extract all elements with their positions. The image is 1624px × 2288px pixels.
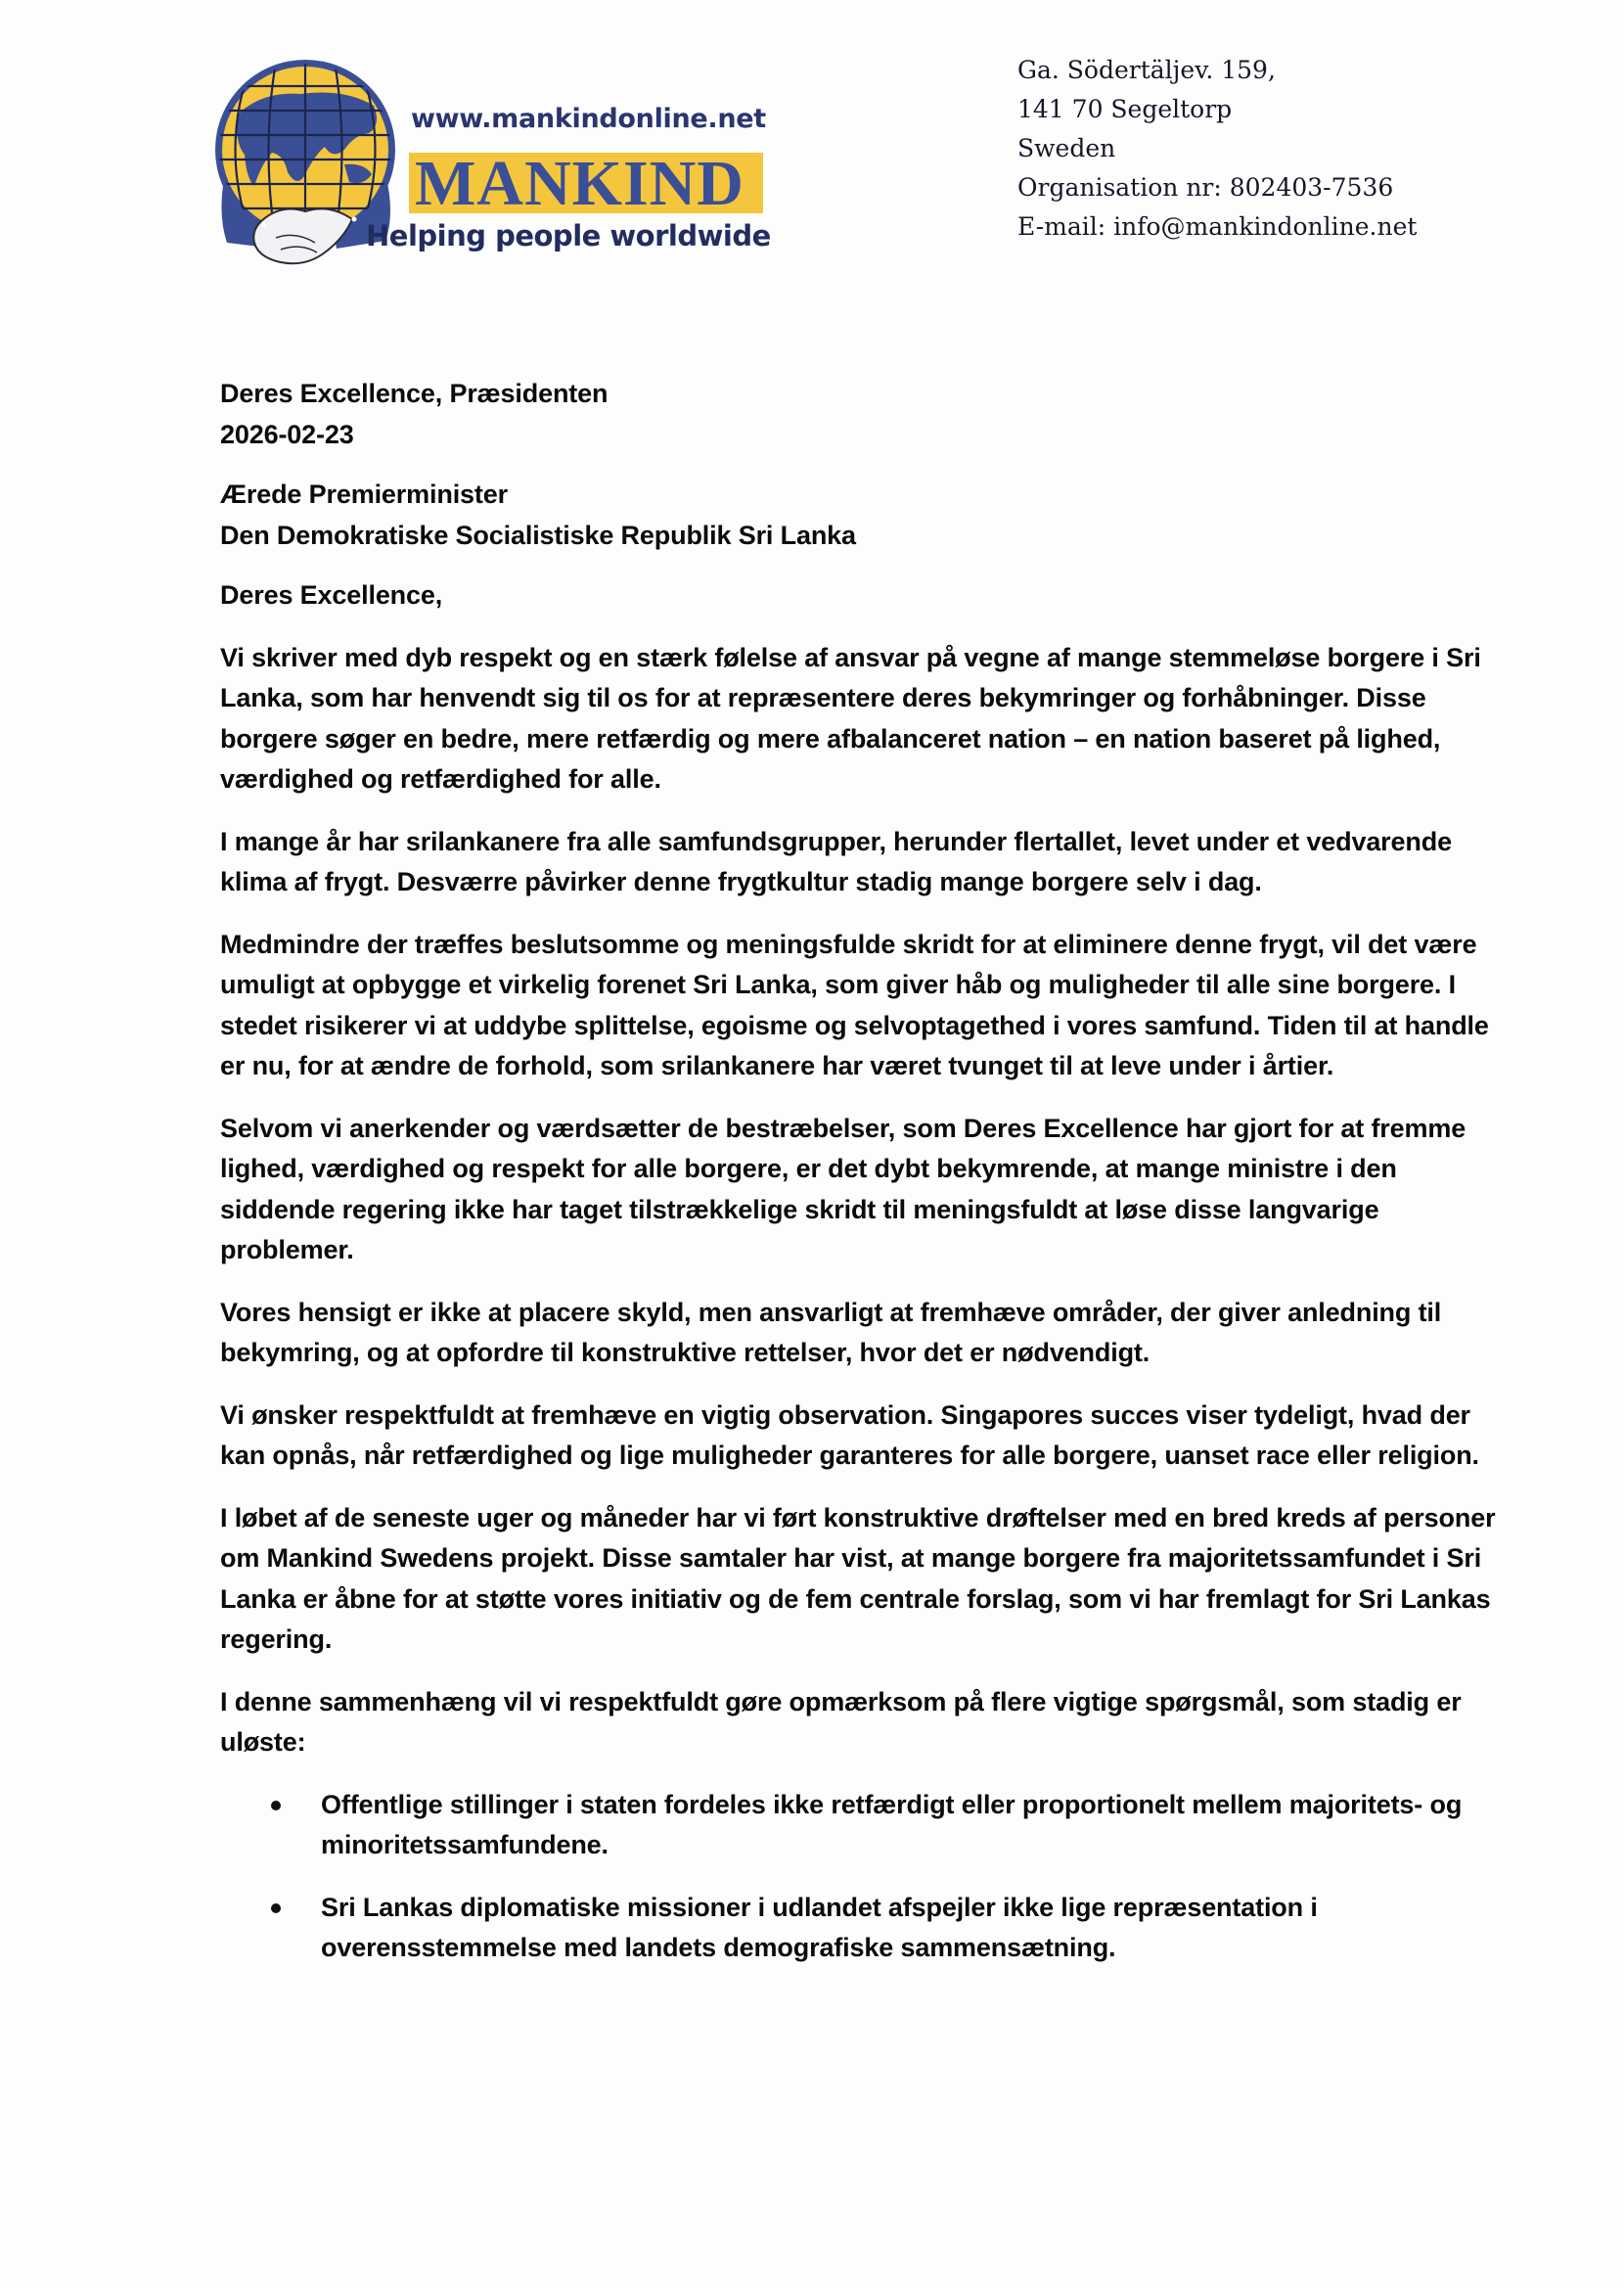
list-item [220, 1785, 1511, 1866]
address-org-number: Organisation nr: 802403-7536 [1017, 173, 1394, 202]
recipient-line: Deres Excellence, Præsidenten [220, 379, 609, 408]
letter-date: 2026-02-23 [220, 419, 354, 449]
paragraph: Vi ønsker respektfuldt at fremhæve en vigtig observation. Singapores succes viser tydeligt, hvad der kan opnås, når retfærdighed og lige muligheder garanteres for alle borgere, uanset race eller religion. [220, 1399, 1479, 1470]
recipient-block-1 [220, 374, 1511, 455]
address-country: Sweden [1017, 134, 1116, 162]
list-item-text: Offentlige stillinger i staten fordeles ikke retfærdigt eller proportionelt mellem majoritets- og minoritetssamfundene. [321, 1789, 1463, 1859]
paragraph: Medmindre der træffes beslutsomme og meningsfulde skridt for at eliminere denne frygt, vil det være umuligt at opbygge et virkelig forenet Sri Lanka, som giver håb og muligheder til alle sine borgere. I stedet risikerer vi at uddybe splittelse, egoisme og selvoptagethed i vores samfund. Tiden til at handle er nu, for at ændre de forhold, som srilankanere har været tvunget til at leve under i årtier. [220, 929, 1489, 1080]
recipient-country: Den Demokratiske Socialistiske Republik Sri Lanka [220, 520, 856, 550]
paragraph: I mange år har srilankanere fra alle samfundsgrupper, herunder flertallet, levet under et vedvarende klima af frygt. Desværre påvirker denne frygtkultur stadig mange borgere selv i dag. [220, 826, 1452, 896]
bullet-icon [271, 1801, 281, 1810]
sender-address [1017, 51, 1417, 247]
paragraph: I løbet af de seneste uger og måneder har vi ført konstruktive drøftelser med en bred kreds af personer om Mankind Swedens projekt. Disse samtaler har vist, at mange borgere fra majoritetssamfundet i Sri Lanka er åbne for at støtte vores initiativ og de fem centrale forslag, som vi har fremlagt for Sri Lankas regering. [220, 1502, 1496, 1654]
paragraph: Vores hensigt er ikke at placere skyld, men ansvarligt at fremhæve områder, der giver anledning til bekymring, og at opfordre til konstruktive rettelser, hvor det er nødvendigt. [220, 1297, 1442, 1367]
letter-body [220, 374, 1511, 1991]
bullet-icon [271, 1903, 281, 1913]
paragraph: Vi skriver med dyb respekt og en stærk følelse af ansvar på vegne af mange stemmeløse borgere i Sri Lanka, som har henvendt sig til os for at repræsentere deres bekymringer og forhåbninger. Disse borgere søger en bedre, mere retfærdig og mere afbalanceret nation – en nation baseret på lighed, værdighed og retfærdighed for alle. [220, 642, 1481, 794]
logo-name: MANKIND [415, 148, 744, 219]
logo-website-url: www.mankindonline.net [411, 104, 766, 134]
list-item-text: Sri Lankas diplomatiske missioner i udlandet afspejler ikke lige repræsentation i overensstemmelse med landets demografiske sammensætning. [321, 1892, 1318, 1962]
paragraph: Selvom vi anerkender og værdsætter de bestræbelser, som Deres Excellence har gjort for at fremme lighed, værdighed og respekt for alle borgere, er det dybt bekymrende, at mange ministre i den siddende regering ikke har taget tilstrækkelige skridt til meningsfuldt at løse disse langvarige problemer. [220, 1113, 1466, 1264]
address-street: Ga. Södertäljev. 159, [1017, 56, 1276, 84]
paragraph: I denne sammenhæng vil vi respektfuldt gøre opmærksom på flere vigtige spørgsmål, som stadig er uløste: [220, 1686, 1462, 1757]
list-item [220, 1888, 1511, 1969]
recipient-title: Ærede Premierminister [220, 480, 508, 509]
issues-list [220, 1785, 1511, 1969]
address-postal: 141 70 Segeltorp [1017, 95, 1233, 123]
logo-tagline: Helping people worldwide [366, 219, 771, 252]
recipient-block-2 [220, 475, 1511, 556]
salutation: Deres Excellence, [220, 580, 443, 610]
mankind-logo [207, 57, 775, 277]
address-email: E-mail: info@mankindonline.net [1017, 212, 1418, 241]
